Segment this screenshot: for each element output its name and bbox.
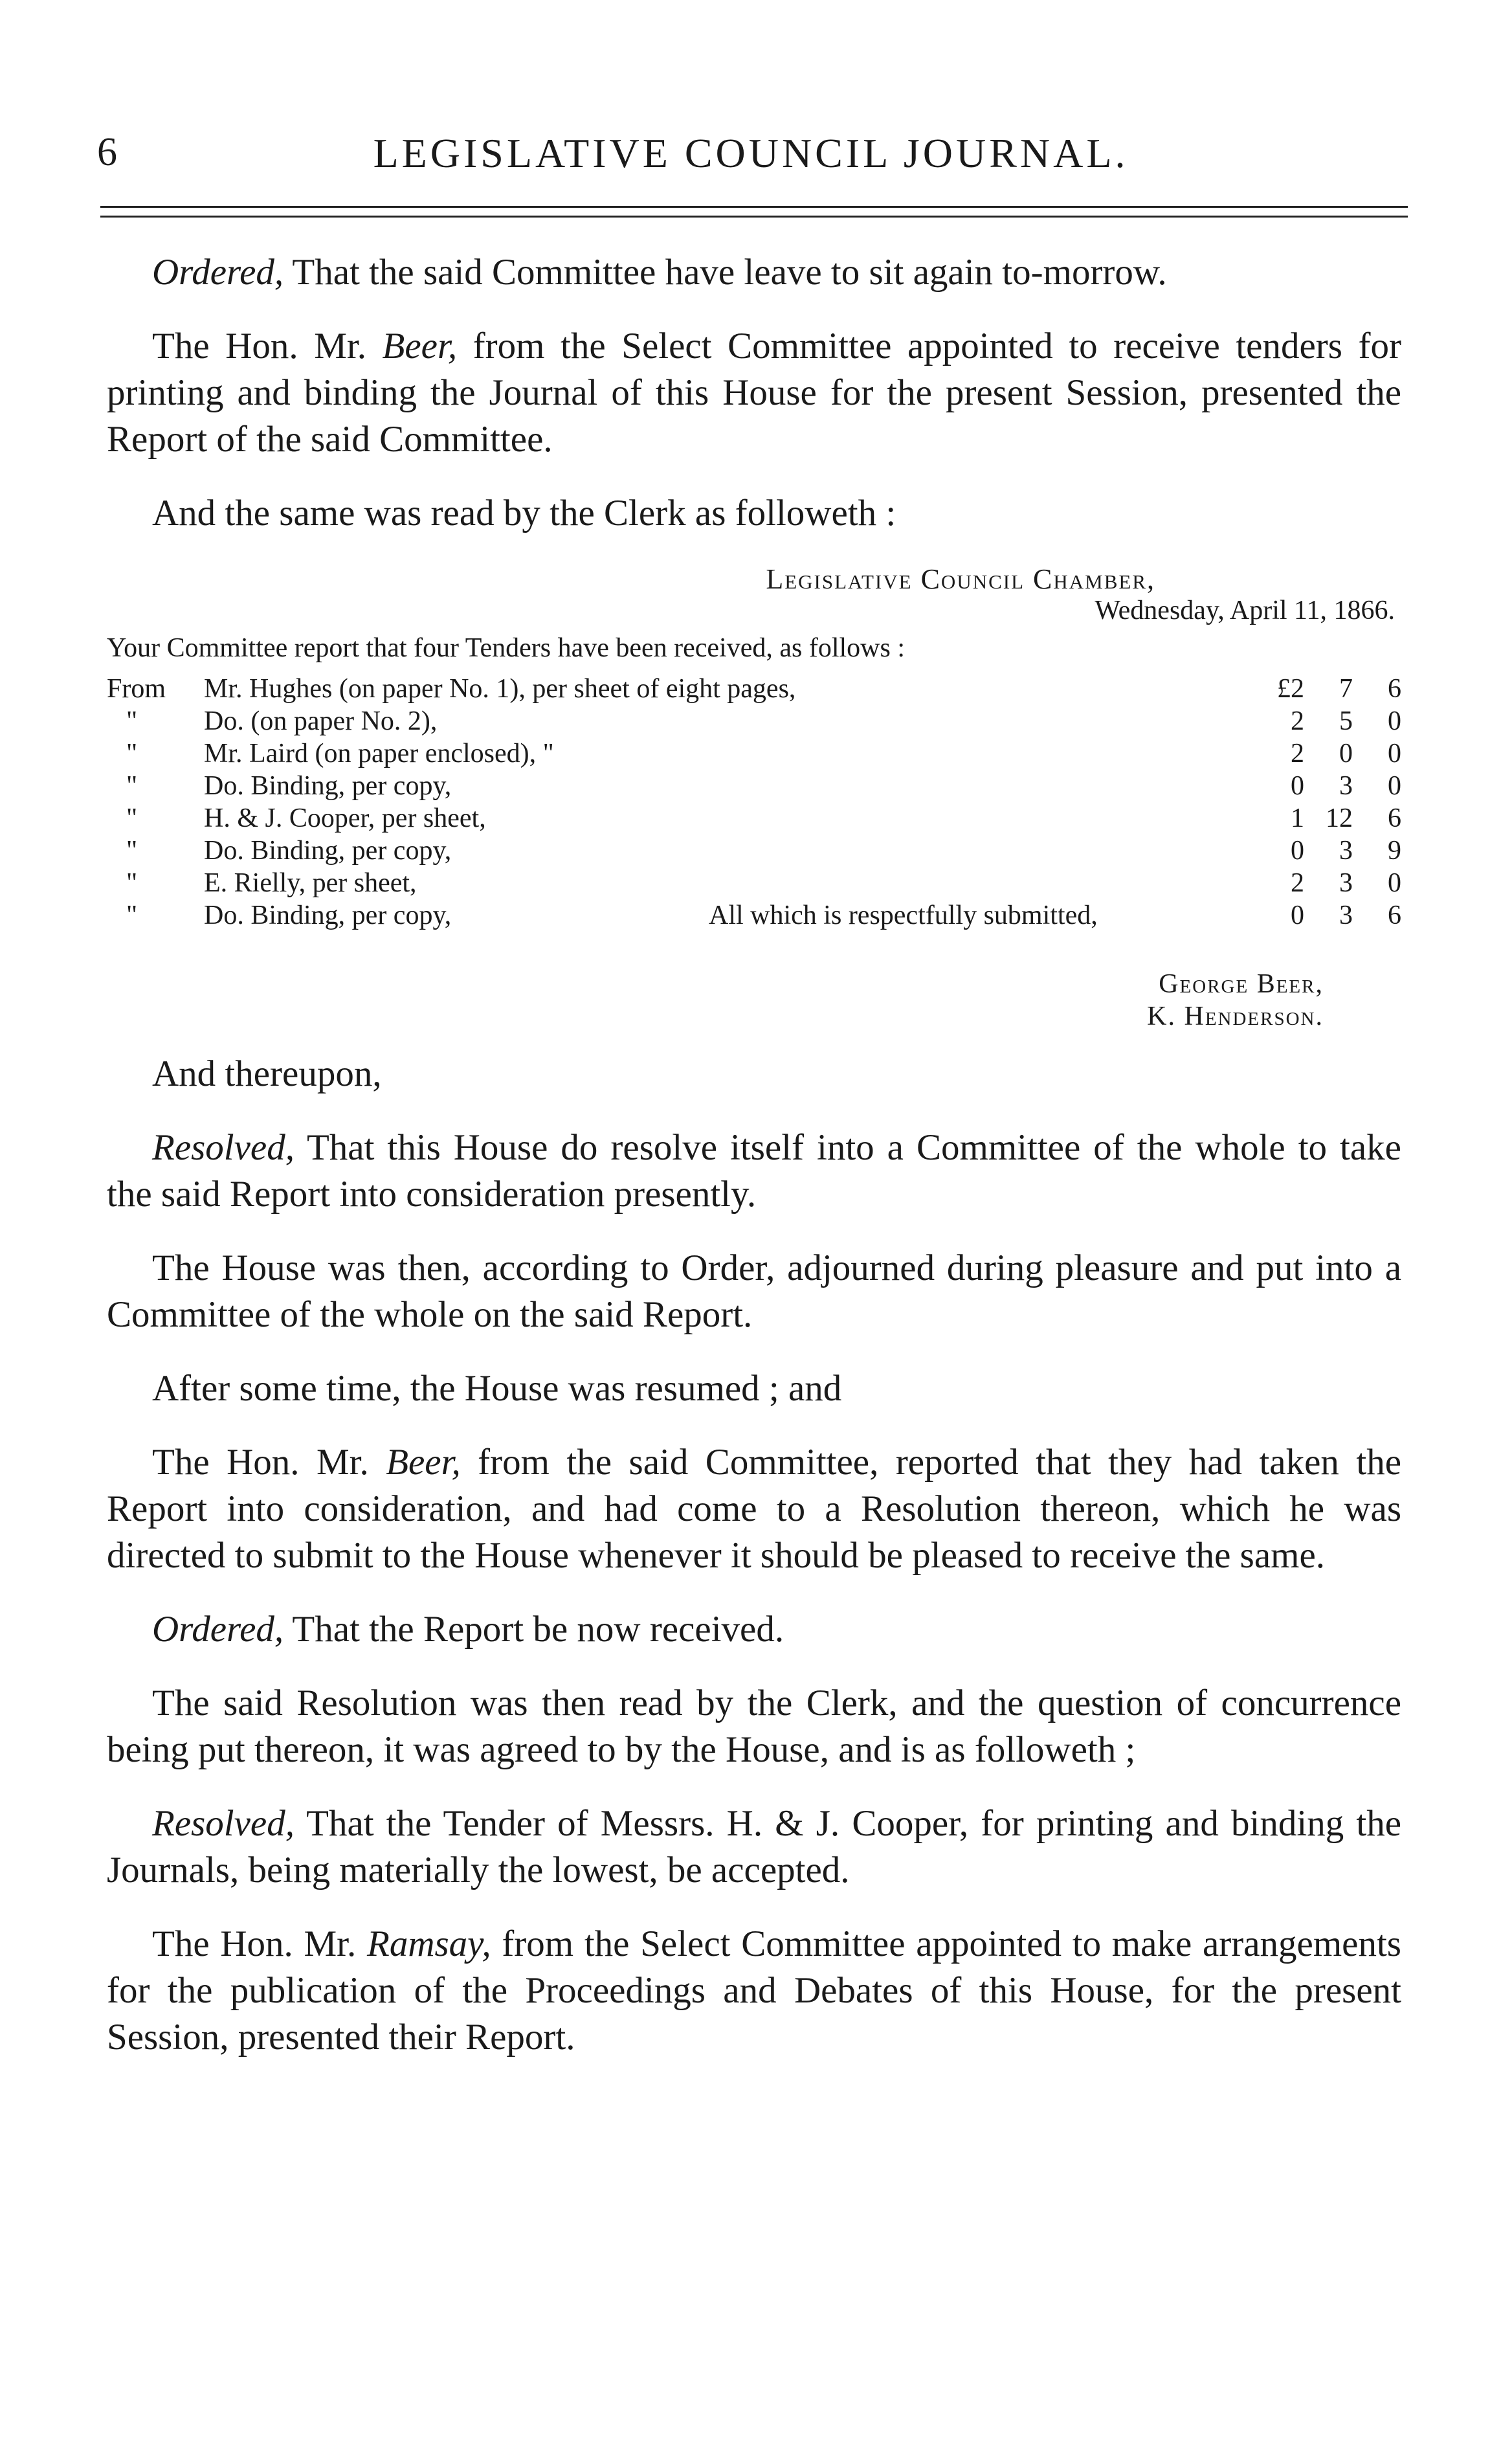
tender-amount	[1265, 737, 1401, 770]
ditto-mark: "	[126, 803, 138, 833]
header-rule	[100, 206, 1408, 218]
tender-amount	[1265, 673, 1401, 705]
signatory-name: K. Henderson.	[1147, 1002, 1324, 1031]
paragraph-text: That this House do resolve itself into a Committee of the whole to take the said Report into consideration presently.	[107, 1127, 1401, 1215]
amount-pounds: 1	[1291, 803, 1304, 833]
running-head: LEGISLATIVE COUNCIL JOURNAL.	[373, 130, 1129, 176]
journal-body	[107, 249, 1401, 2088]
amount-shillings: 12	[1326, 803, 1353, 833]
member-name: Beer,	[382, 326, 458, 366]
amount-shillings: 7	[1339, 674, 1353, 704]
tender-row	[107, 802, 1401, 835]
paragraph-ordered-received	[107, 1606, 1401, 1653]
tender-row	[107, 835, 1401, 867]
tender-amount	[1265, 770, 1401, 802]
tender-row	[107, 705, 1401, 737]
amount-pence: 6	[1388, 901, 1401, 930]
amount-pounds: 2	[1291, 706, 1304, 736]
page-number: 6	[97, 130, 117, 174]
ditto-mark: "	[126, 739, 138, 768]
lead-resolved: Resolved,	[152, 1127, 295, 1168]
amount-pence: 6	[1388, 803, 1401, 833]
tender-description: Mr. Hughes (on paper No. 1), per sheet of eight pages,	[204, 674, 796, 704]
amount-pence: 9	[1388, 836, 1401, 866]
report-date: Wednesday, April 11, 1866.	[1095, 596, 1395, 625]
paragraph-thereupon: And thereupon,	[152, 1053, 382, 1094]
member-name: Beer,	[386, 1442, 461, 1483]
paragraph-text: That the said Committee have leave to sit again to-morrow.	[284, 252, 1167, 293]
amount-shillings: 5	[1339, 706, 1353, 736]
amount-pence: 0	[1388, 771, 1401, 801]
tender-description: Mr. Laird (on paper enclosed), "	[204, 739, 554, 768]
signatory-name: George Beer,	[1159, 969, 1324, 999]
ditto-mark: "	[126, 771, 138, 801]
ditto-mark: "	[126, 836, 138, 866]
lead-ordered: Ordered,	[152, 1609, 284, 1650]
paragraph-house-adjourned: The House was then, according to Order, adjourned during pleasure and put into a Committee of the whole on the said Report.	[107, 1248, 1401, 1335]
amount-pounds: 2	[1291, 868, 1304, 898]
tender-description: Do. Binding, per copy,	[204, 836, 452, 866]
tender-description: H. & J. Cooper, per sheet,	[204, 803, 486, 833]
amount-pounds: 0	[1291, 836, 1304, 866]
amount-shillings: 3	[1339, 771, 1353, 801]
tender-amount	[1265, 835, 1401, 867]
paragraph-text: from the Select Committee appointed to receive tenders for printing and binding the Journal of this House for the present Session, presented the Report of the said Committee.	[107, 326, 1401, 460]
amount-pence: 0	[1388, 868, 1401, 898]
paragraph-beer-presented	[107, 323, 1401, 463]
report-signatories	[107, 968, 1401, 1033]
tender-row	[107, 673, 1401, 705]
paragraph-resolved-committee	[107, 1125, 1401, 1218]
amount-pence: 0	[1388, 739, 1401, 768]
amount-shillings: 0	[1339, 739, 1353, 768]
ditto-mark: "	[126, 868, 138, 898]
paragraph-text: That the Report be now received.	[284, 1609, 784, 1650]
page-header	[91, 129, 1411, 188]
tender-prefix: From	[107, 674, 166, 704]
tender-amount	[1265, 802, 1401, 835]
lead-resolved: Resolved,	[152, 1803, 295, 1844]
submitted-text: All which is respectfully submitted,	[709, 901, 1098, 930]
tender-amount	[1265, 867, 1401, 899]
amount-shillings: 3	[1339, 836, 1353, 866]
paragraph-text: The Hon. Mr.	[152, 1923, 367, 1964]
amount-pounds: 0	[1291, 771, 1304, 801]
amount-pounds: £2	[1277, 674, 1304, 704]
lead-ordered: Ordered,	[152, 252, 284, 293]
paragraph-text: from the said Committee, reported that they had taken the Report into consideration, and had come to a Resolution thereon, which he was directed to submit to the House whenever it should be pleased to receive the same.	[107, 1442, 1401, 1576]
paragraph-text: The Hon. Mr.	[152, 326, 383, 366]
tender-row	[107, 770, 1401, 802]
ditto-mark: "	[126, 706, 138, 736]
tender-description: Do. (on paper No. 2),	[204, 706, 438, 736]
tenders-table	[107, 673, 1401, 932]
amount-pounds: 2	[1291, 739, 1304, 768]
paragraph-ramsay-presented	[107, 1921, 1401, 2061]
tender-amount	[1265, 705, 1401, 737]
tender-amount	[1265, 899, 1401, 932]
paragraph-text: The Hon. Mr.	[152, 1442, 386, 1483]
tender-row	[107, 867, 1401, 899]
member-name: Ramsay,	[367, 1923, 491, 1964]
ditto-mark: "	[126, 901, 138, 930]
committee-report	[107, 564, 1401, 1033]
amount-shillings: 3	[1339, 901, 1353, 930]
paragraph-resolution-read: The said Resolution was then read by the Clerk, and the question of concurrence being put thereon, it was agreed to by the House, and is as followeth ;	[107, 1683, 1401, 1770]
amount-shillings: 3	[1339, 868, 1353, 898]
paragraph-beer-reported	[107, 1439, 1401, 1579]
tender-row	[107, 737, 1401, 770]
amount-pence: 0	[1388, 706, 1401, 736]
paragraph-house-resumed: After some time, the House was resumed ; and	[152, 1368, 842, 1409]
paragraph-text: from the Select Committee appointed to make arrangements for the publication of the Proceedings and Debates of this House, for the present Session, presented their Report.	[107, 1923, 1401, 2057]
paragraph-read-by-clerk: And the same was read by the Clerk as followeth :	[152, 493, 896, 533]
report-chamber: Legislative Council Chamber,	[766, 563, 1155, 595]
report-intro: Your Committee report that four Tenders have been received, as follows :	[107, 633, 906, 663]
paragraph-resolved-tender	[107, 1800, 1401, 1894]
tender-description: Do. Binding, per copy,	[204, 771, 452, 801]
paragraph-ordered-sit-again	[107, 249, 1401, 296]
tender-description: E. Rielly, per sheet,	[204, 868, 417, 898]
paragraph-text: That the Tender of Messrs. H. & J. Cooper, for printing and binding the Journals, being materially the lowest, be accepted.	[107, 1803, 1401, 1890]
tender-description: Do. Binding, per copy,	[204, 901, 452, 930]
amount-pence: 6	[1388, 674, 1401, 704]
amount-pounds: 0	[1291, 901, 1304, 930]
